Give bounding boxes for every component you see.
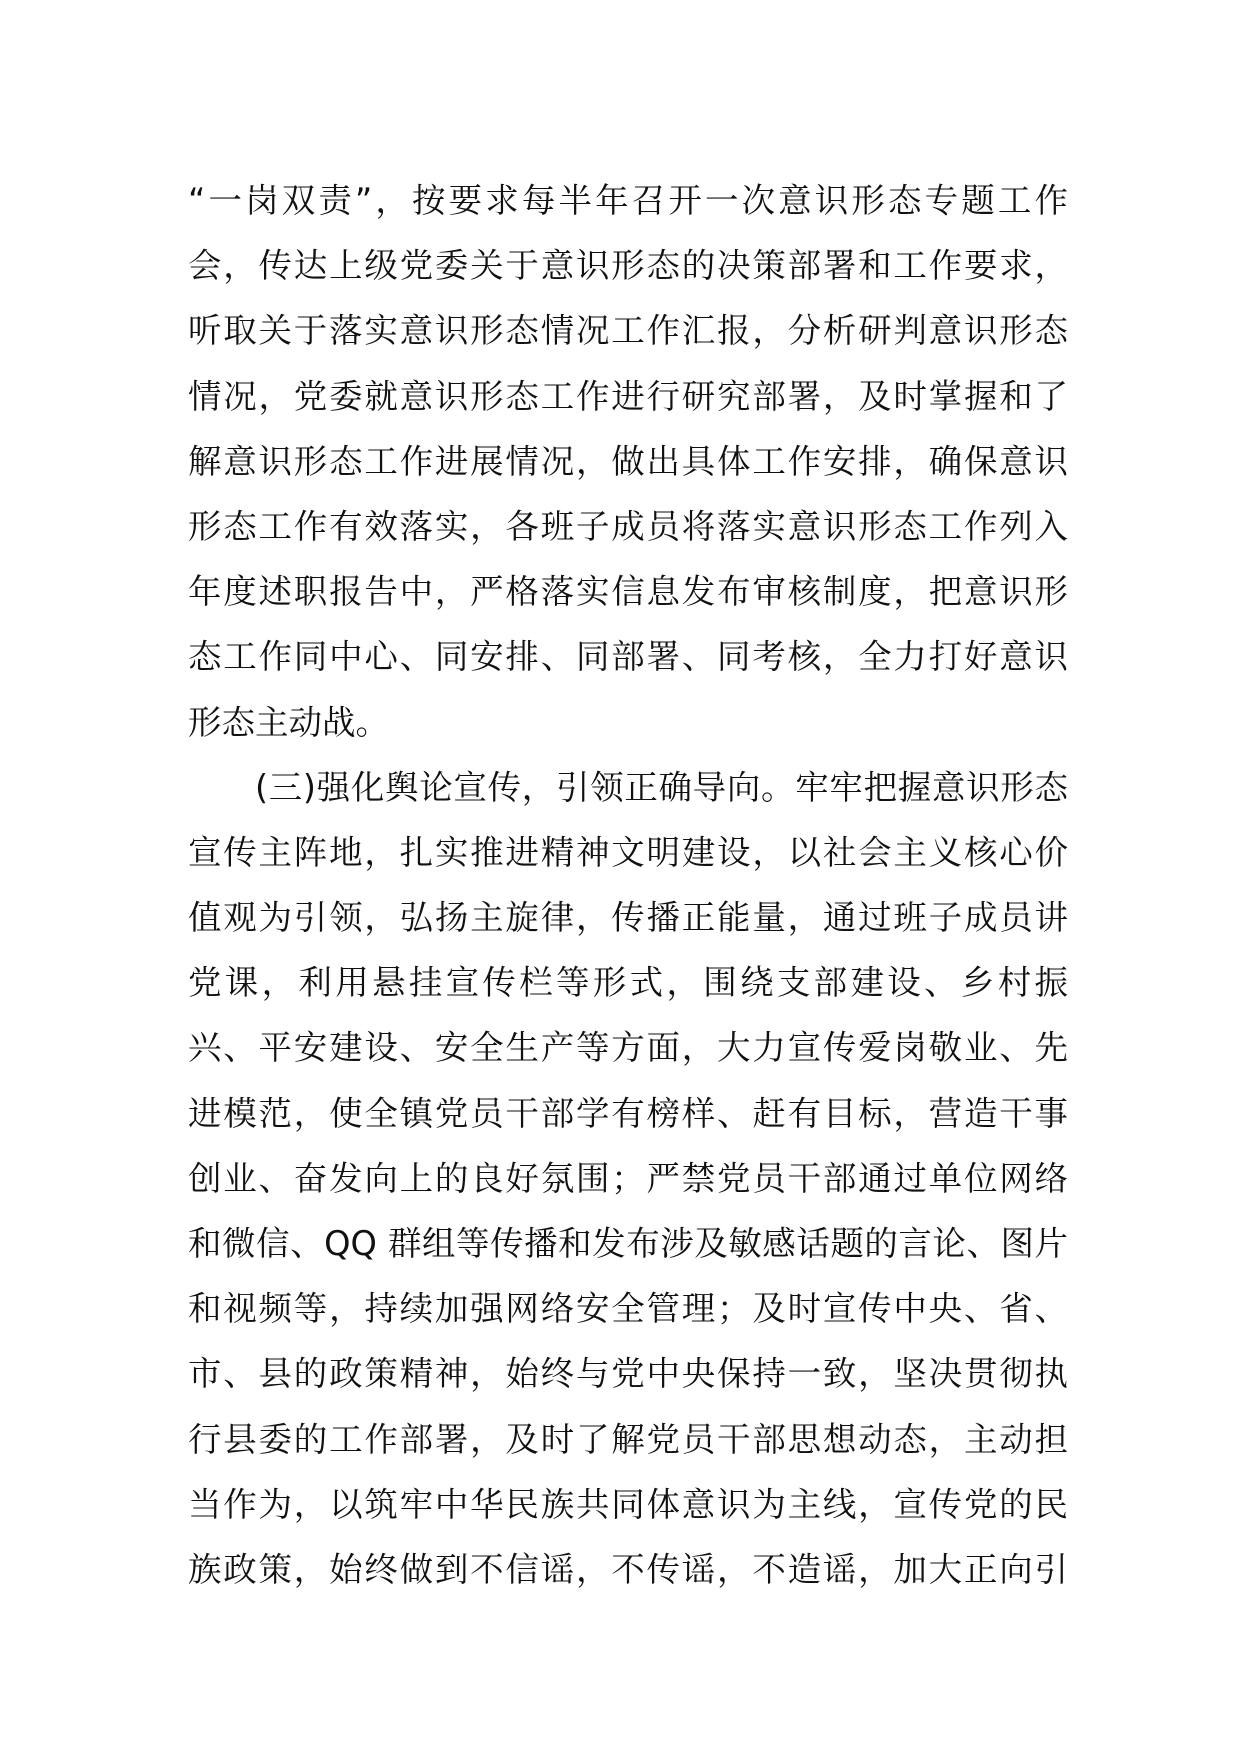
text-line: 态工作同中心、同安排、同部署、同考核，全力打好意识: [188, 637, 1068, 677]
text-line: 情况，党委就意识形态工作进行研究部署，及时掌握和了: [188, 376, 1068, 416]
section-heading-line: (三)强化舆论宣传，引领正确导向。牢牢把握意识形态: [255, 767, 1068, 807]
text-line: 会，传达上级党委关于意识形态的决策部署和工作要求，: [188, 246, 1068, 286]
text-line: 行县委的工作部署，及时了解党员干部思想动态，主动担: [188, 1419, 1068, 1459]
text-line: “一岗双责”，按要求每半年召开一次意识形态专题工作: [188, 181, 1068, 220]
text-line: 进模范，使全镇党员干部学有榜样、赶有目标，营造干事: [188, 1093, 1068, 1133]
text-line: 兴、平安建设、安全生产等方面，大力宣传爱岗敬业、先: [188, 1028, 1068, 1068]
text-line: 年度述职报告中，严格落实信息发布审核制度，把意识形: [188, 572, 1068, 612]
body-text: [188, 168, 1068, 1602]
text-line: 形态主动战。: [188, 702, 389, 742]
text-line: 当作为，以筑牢中华民族共同体意识为主线，宣传党的民: [188, 1484, 1068, 1524]
text-line: 宣传主阵地，扎实推进精神文明建设，以社会主义核心价: [188, 832, 1068, 872]
text-line: 族政策，始终做到不信谣，不传谣，不造谣，加大正向引: [188, 1549, 1068, 1589]
text-line: 听取关于落实意识形态情况工作汇报，分析研判意识形态: [188, 311, 1068, 351]
text-line: 和视频等，持续加强网络安全管理；及时宣传中央、省、: [188, 1289, 1068, 1329]
text-line: 创业、奋发向上的良好氛围；严禁党员干部通过单位网络: [188, 1158, 1068, 1198]
text-line: 市、县的政策精神，始终与党中央保持一致，坚决贯彻执: [188, 1354, 1068, 1394]
text-line: 形态工作有效落实，各班子成员将落实意识形态工作列入: [188, 506, 1068, 546]
text-line: 和微信、QQ 群组等传播和发布涉及敏感话题的言论、图片: [188, 1224, 1068, 1263]
text-line: 解意识形态工作进展情况，做出具体工作安排，确保意识: [188, 441, 1068, 481]
text-line: 值观为引领，弘扬主旋律，传播正能量，通过班子成员讲: [188, 898, 1068, 938]
text-line: 党课，利用悬挂宣传栏等形式，围绕支部建设、乡村振: [188, 963, 1068, 1003]
